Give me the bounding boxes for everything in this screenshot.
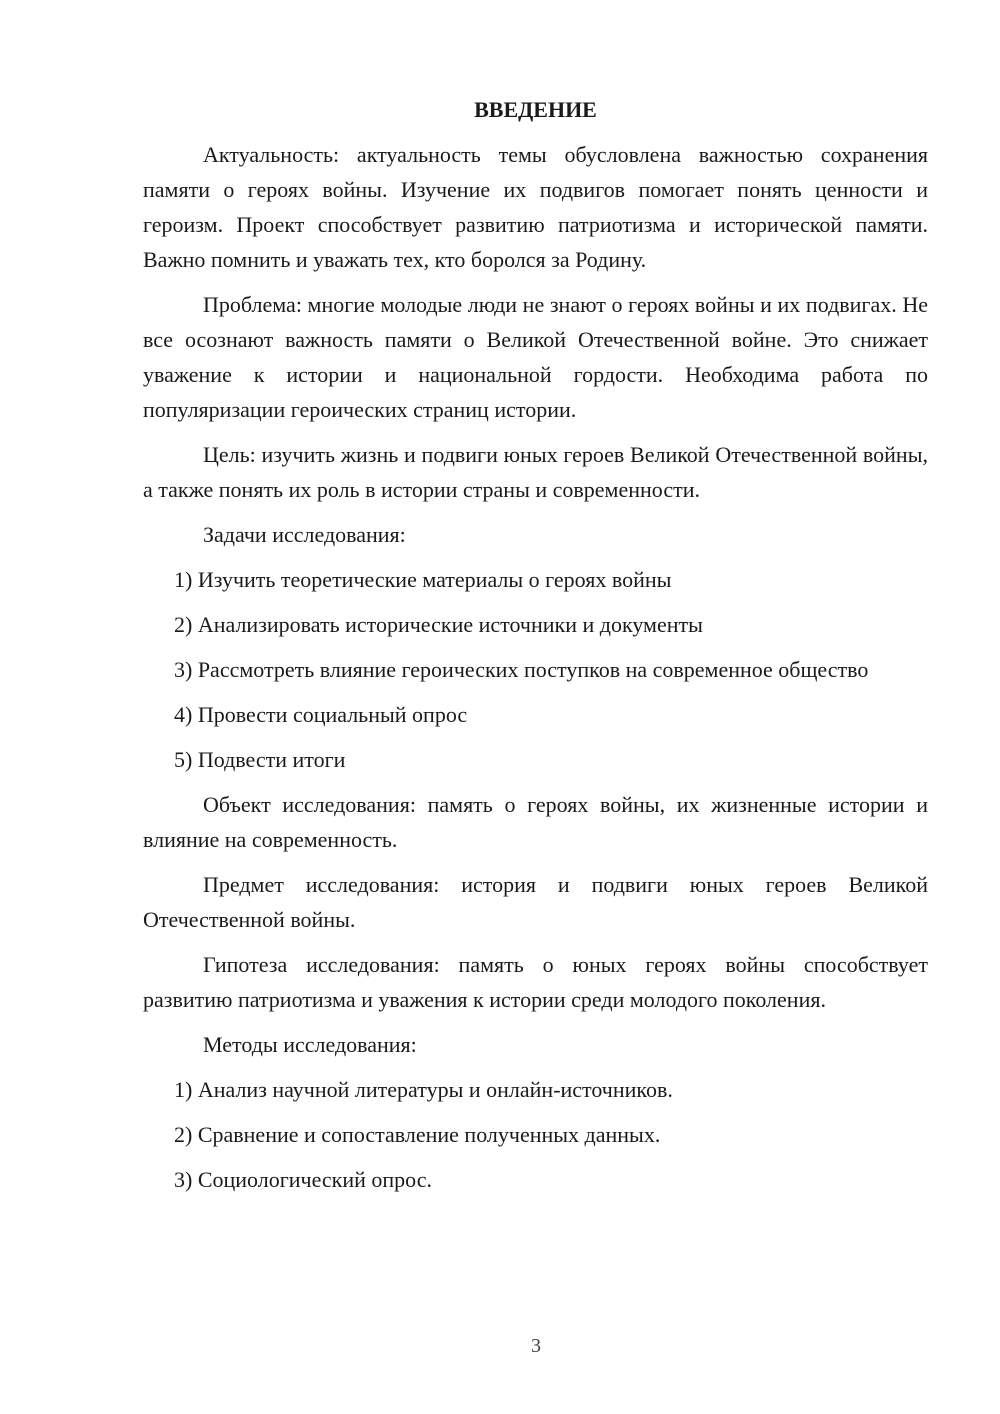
- document-page: [143, 92, 928, 1207]
- task-item: 5) Подвести итоги: [174, 747, 346, 772]
- method-item: 2) Сравнение и сопоставление полученных данных.: [174, 1122, 661, 1147]
- section-title: ВВЕДЕНИЕ: [474, 97, 597, 122]
- method-item: 1) Анализ научной литературы и онлайн-источников.: [174, 1077, 673, 1102]
- task-item: 1) Изучить теоретические материалы о героях войны: [174, 567, 672, 592]
- methods-heading: Методы исследования:: [203, 1032, 417, 1057]
- tasks-heading: Задачи исследования:: [203, 522, 406, 547]
- subject-paragraph: Предмет исследования: история и подвиги юных героев Великой Отечественной войны.: [143, 872, 928, 932]
- object-paragraph: Объект исследования: память о героях войны, их жизненные истории и влияние на современность.: [143, 792, 928, 852]
- task-item: 4) Провести социальный опрос: [174, 702, 468, 727]
- task-item: 2) Анализировать исторические источники и документы: [174, 612, 703, 637]
- method-item: 3) Социологический опрос.: [174, 1167, 432, 1192]
- relevance-paragraph: Актуальность: актуальность темы обусловлена важностью сохранения памяти о героях войны. Изучение их подвигов помогает понять ценности и героизм. Проект способствует развитию патриотизма и исторической памяти. Важно помнить и уважать тех, кто боролся за Родину.: [143, 142, 928, 272]
- page-number: 3: [531, 1335, 541, 1357]
- hypothesis-paragraph: Гипотеза исследования: память о юных героях войны способствует развитию патриотизма и уважения к истории среди молодого поколения.: [143, 952, 928, 1012]
- problem-paragraph: Проблема: многие молодые люди не знают о героях войны и их подвигах. Не все осознают важность памяти о Великой Отечественной войне. Это снижает уважение к истории и национальной гордости. Необходима работа по популяризации героических страниц истории.: [143, 292, 928, 422]
- task-item: 3) Рассмотреть влияние героических поступков на современное общество: [174, 657, 869, 682]
- goal-paragraph: Цель: изучить жизнь и подвиги юных героев Великой Отечественной войны, а также понять их роль в истории страны и современности.: [143, 442, 928, 502]
